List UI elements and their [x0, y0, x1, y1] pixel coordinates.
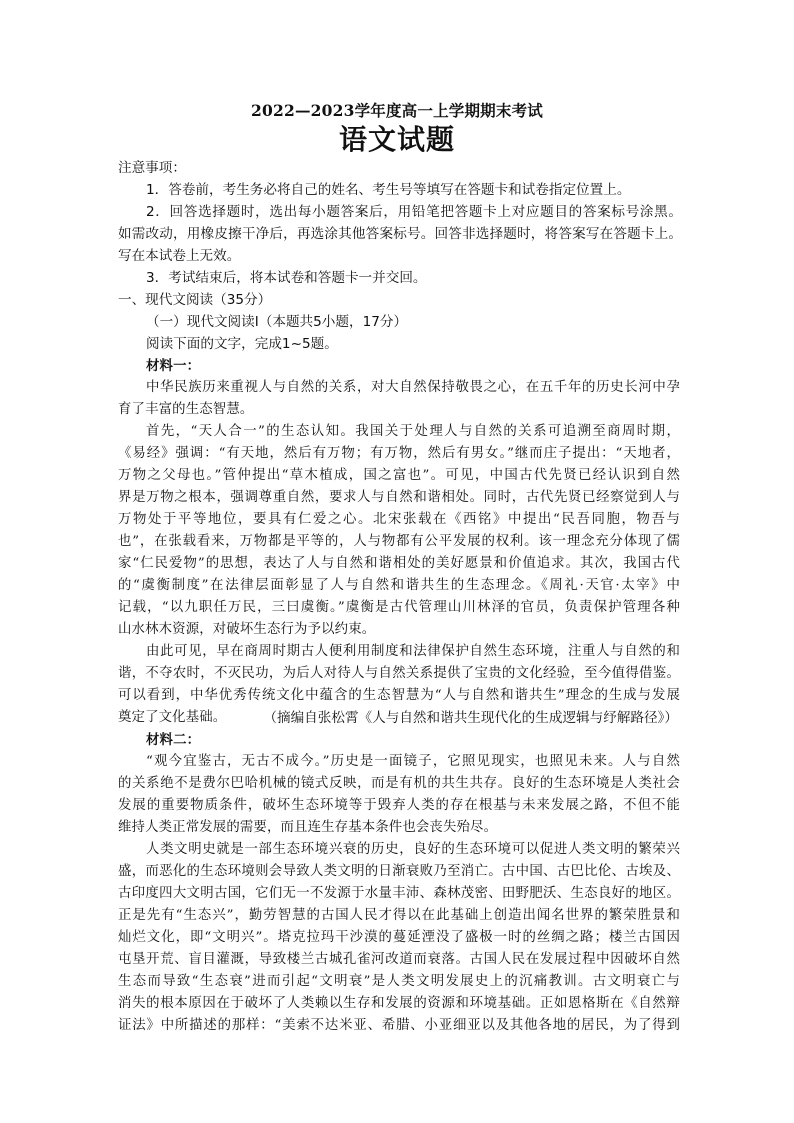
body-line: 人类文明史就是一部生态环境兴衰的历史，良好的生态环境可以促进人类文明的繁荣兴 — [146, 842, 680, 857]
body-line: 也”，在张载看来，万物都是平等的，人与物都有公平发展的权利。该一理念充分体现了儒 — [118, 534, 680, 549]
notice-item-2-line-2: 如需改动，用橡皮擦干净后，再选涂其他答案标号。回答非选择题时，将答案写在答题卡上。 — [118, 226, 682, 242]
body-line: 《易经》强调：“有天地，然后有万物；有万物，然后有男女。”继而庄子提出：“天地者， — [118, 446, 680, 461]
material-1-label: 材料一： — [146, 358, 201, 374]
section-heading: 一、现代文阅读（35分） — [118, 292, 272, 308]
body-line: 屯垦开荒、盲目灌溉，导致楼兰古城孔雀河改道而衰落。古国人民在发展过程中因破坏自然 — [118, 952, 680, 967]
notice-item-2-line-3: 写在本试卷上无效。 — [118, 248, 241, 264]
body-line: “观今宜鉴古，无古不成今。”历史是一面镜子，它照见现实，也照见未来。人与自然 — [146, 754, 680, 769]
material-1-source: （摘编自张松霄《人与自然和谐共生现代化的生成逻辑与纾解路径》） — [263, 710, 678, 726]
body-line: 古印度四大文明古国，它们无一不发源于水量丰沛、森林茂密、田野肥沃、生态良好的地区。 — [118, 886, 680, 901]
body-line: 万物之父母也。”管仲提出“草木植成，国之富也”。可见，中国古代先贤已经认识到自然 — [118, 468, 680, 483]
body-line: 山水林木资源，对破坏生态行为予以约束。 — [118, 622, 376, 637]
subject-title: 语文试题 — [338, 123, 455, 156]
body-line: 盛，而恶化的生态环境则会导致人类文明的日渐衰败乃至消亡。古中国、古巴比伦、古埃及、 — [118, 864, 680, 879]
notice-item-1: 1．答卷前，考生务必将自己的姓名、考生号等填写在答题卡和试卷指定位置上。 — [146, 182, 631, 198]
subsection-heading: （一）现代文阅读Ⅰ（本题共5小题，17分） — [146, 314, 408, 330]
body-line: 谐，不夺农时，不灭民功，为后人对待人与自然关系提供了宝贵的文化经验，至今值得借鉴。 — [118, 666, 680, 681]
body-line: 维持人类正常发展的需要，而且连生存基本条件也会丧失殆尽。 — [118, 820, 498, 835]
body-line: 万物处于平等地位，要具有仁爱之心。北宋张载在《西铭》中提出“民吾同胞，物吾与 — [118, 512, 680, 527]
body-line: 发展的重要物质条件，破坏生态环境等于毁弃人类的存在根基与未来发展之路，不但不能 — [118, 798, 680, 813]
body-line: 消失的根本原因在于破坏了人类赖以生存和发展的资源和环境基础。正如恩格斯在《自然辩 — [118, 996, 680, 1011]
notice-item-2-line-1: 2．回答选择题时，选出每小题答案后，用铅笔把答题卡上对应题目的答案标号涂黑。 — [146, 204, 682, 220]
notice-heading: 注意事项： — [118, 160, 186, 176]
body-line: 首先，“天人合一”的生态认知。我国关于处理人与自然的关系可追溯至商周时期， — [146, 424, 680, 439]
body-line: 由此可见，早在商周时期古人便利用制度和法律保护自然生态环境，注重人与自然的和 — [146, 644, 680, 659]
body-line: 界是万物之根本，强调尊重自然，要求人与自然和谐相处。同时，古代先贤已经察觉到人与 — [118, 490, 680, 505]
reading-instruction: 阅读下面的文字，完成1~5题。 — [146, 336, 338, 352]
body-line: 的“虞衡制度”在法律层面彰显了人与自然和谐共生的生态理念。《周礼·天官·太宰》中 — [118, 578, 680, 593]
body-line: 的关系绝不是费尔巴哈机械的镜式反映，而是有机的共生共存。良好的生态环境是人类社会 — [118, 776, 680, 791]
body-line: 证法》中所描述的那样：“美索不达米亚、希腊、小亚细亚以及其他各地的居民，为了得到 — [118, 1018, 680, 1033]
material-2-label: 材料二： — [146, 732, 201, 748]
body-line: 中华民族历来重视人与自然的关系，对大自然保持敬畏之心，在五千年的历史长河中孕 — [146, 380, 680, 395]
body-line: 家“仁民爱物”的思想，表达了人与自然和谐相处的美好愿景和价值追求。其次，我国古代 — [118, 556, 680, 571]
body-line: 正是先有“生态兴”，勤劳智慧的古国人民才得以在此基础上创造出闻名世界的繁荣胜景和 — [118, 908, 680, 923]
body-line: 灿烂文化，即“文明兴”。塔克拉玛干沙漠的蔓延湮没了盛极一时的丝绸之路；楼兰古国因 — [118, 930, 680, 945]
body-line: 奠定了文化基础。 — [118, 710, 227, 725]
notice-item-3: 3．考试结束后，将本试卷和答题卡一并交回。 — [146, 270, 427, 286]
exam-title: 2022—2023学年度高一上学期期末考试 — [251, 101, 543, 120]
body-line: 记载，“以九职任万民，三曰虞衡。”虞衡是古代管理山川林泽的官员，负责保护管理各种 — [118, 600, 680, 615]
body-line: 育了丰富的生态智慧。 — [118, 402, 254, 417]
body-line: 可以看到，中华优秀传统文化中蕴含的生态智慧为“人与自然和谐共生”理念的生成与发展 — [118, 688, 680, 703]
body-line: 生态而导致“生态衰”进而引起“文明衰”是人类文明发展史上的沉痛教训。古文明衰亡与 — [118, 974, 680, 989]
